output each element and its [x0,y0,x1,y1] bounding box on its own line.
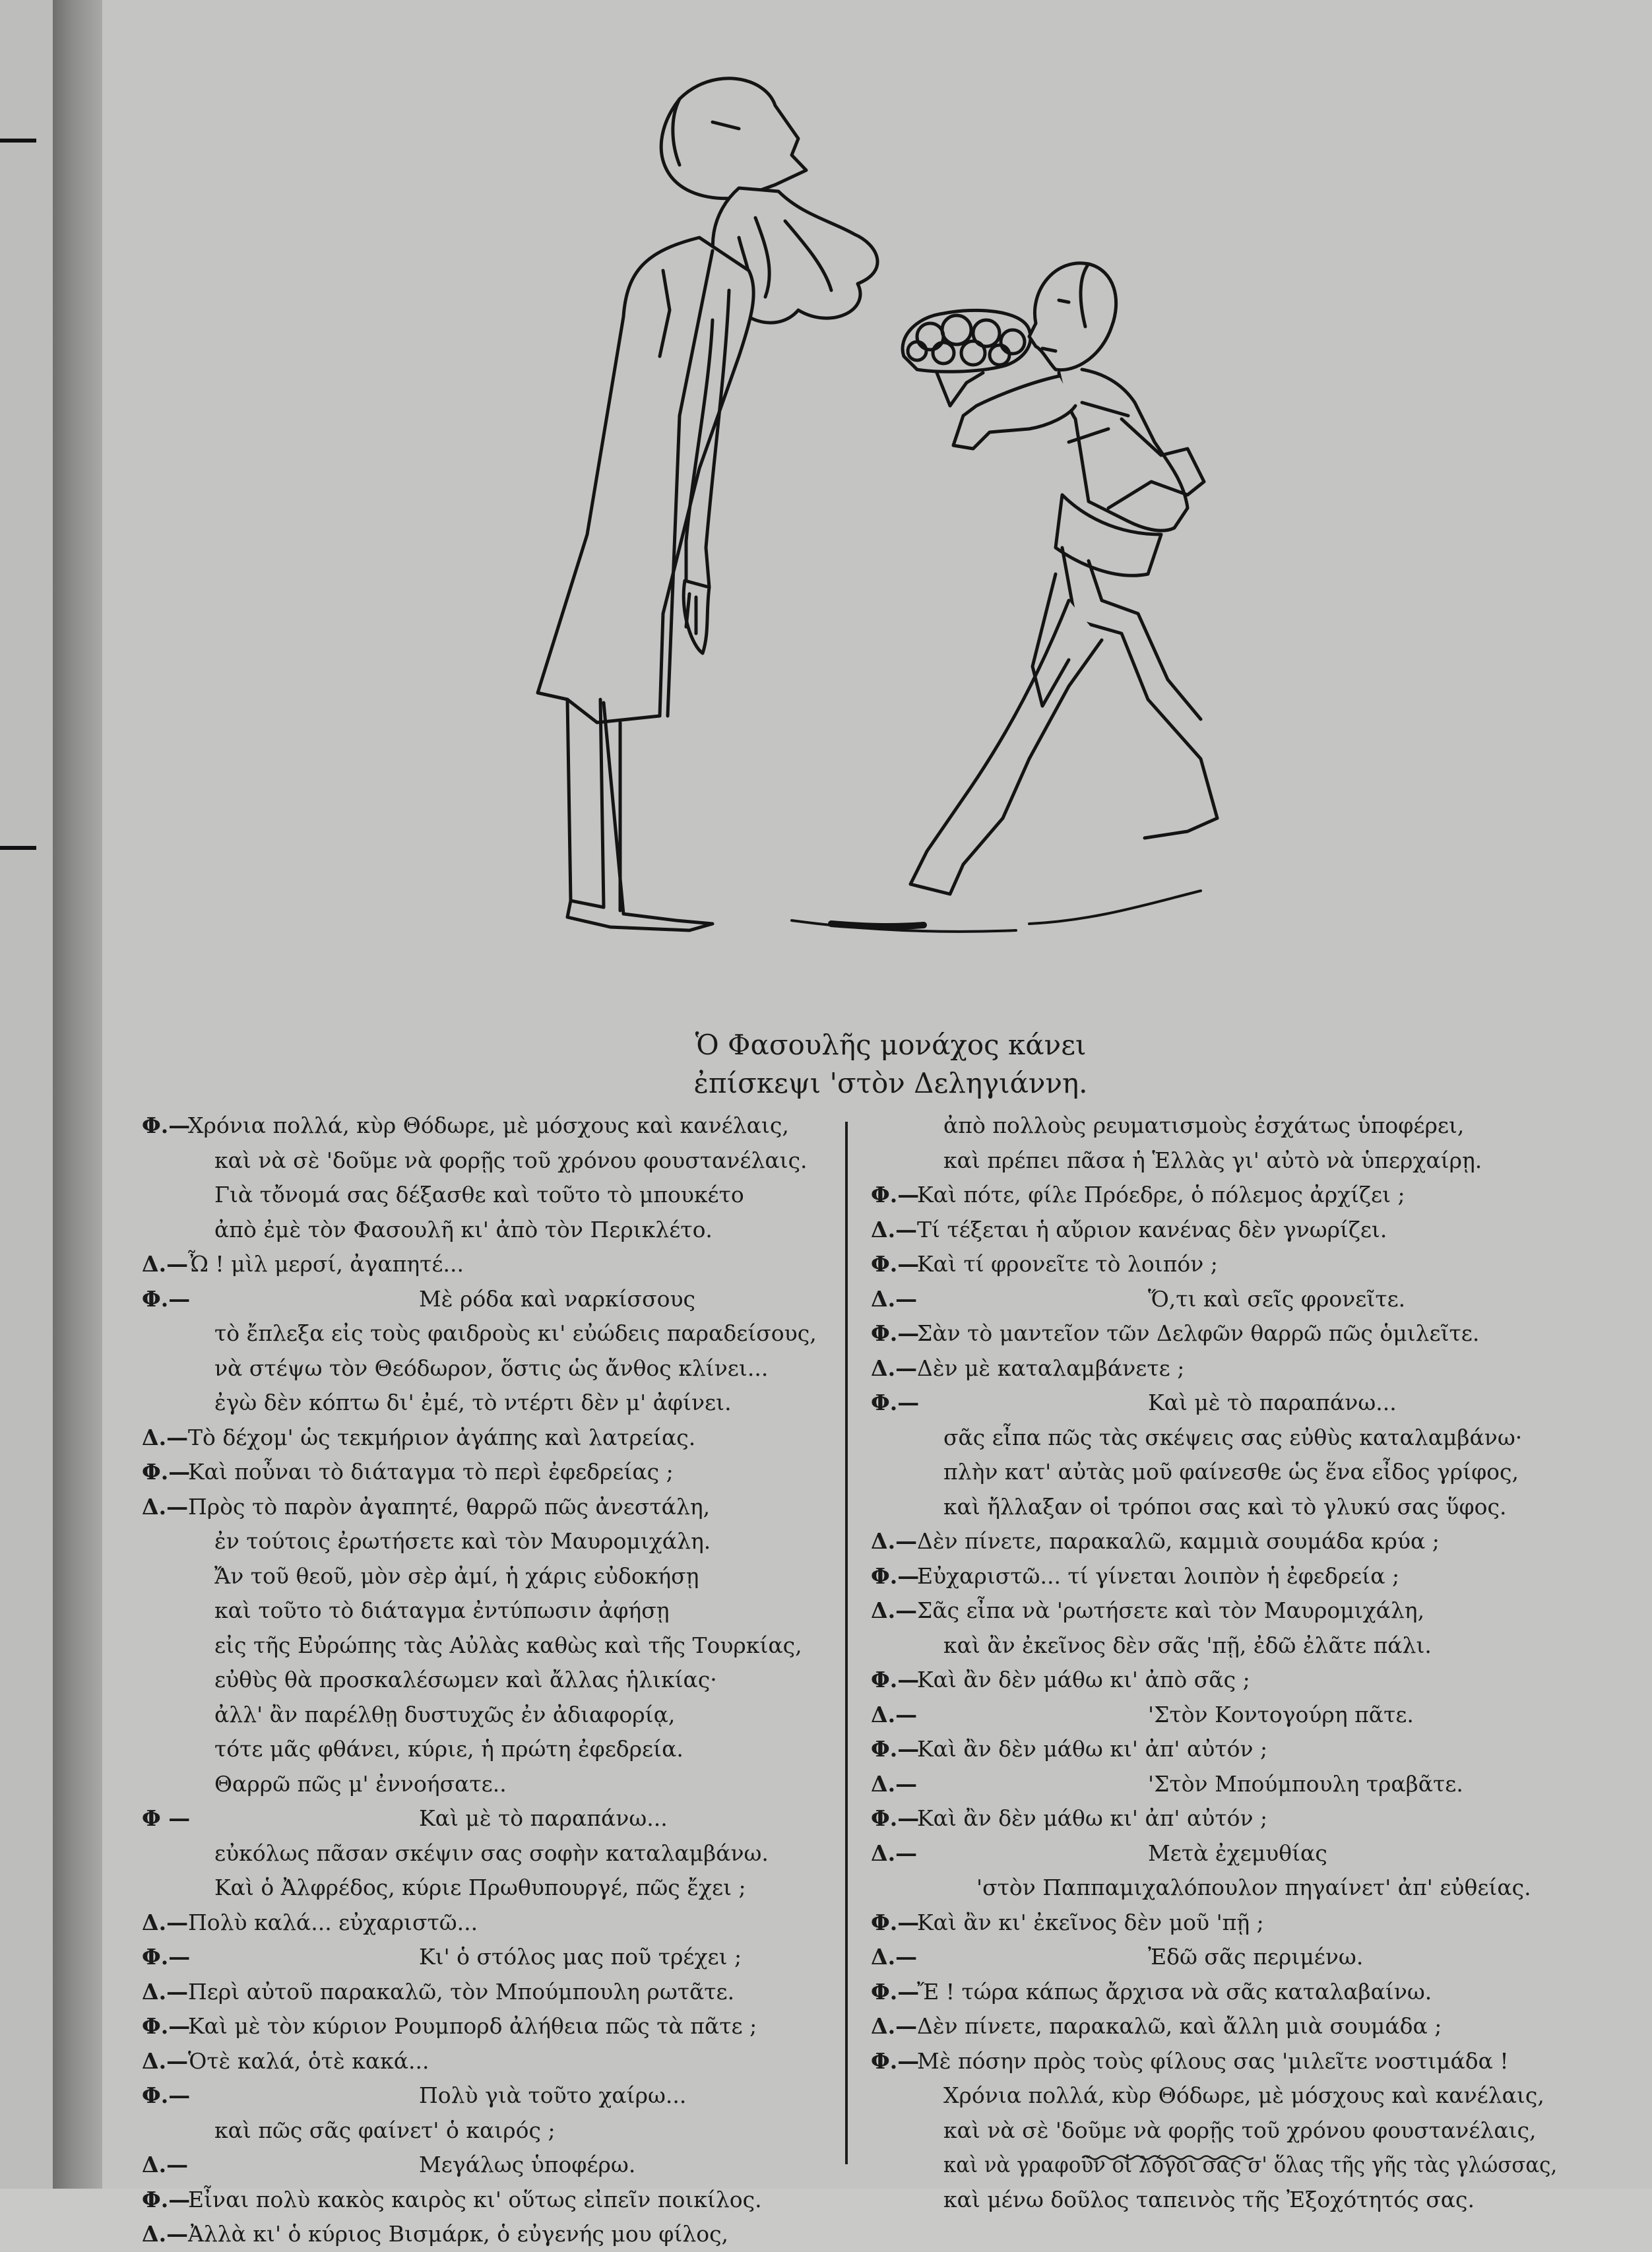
dialogue-line [871,1732,1557,1767]
verse-text: Καὶ ἂν κι' ἐκεῖνος δὲν μοῦ 'πῇ ; [917,1909,1264,1935]
dialogue-line [871,1559,1557,1594]
verse-text: Ἔ ! τώρα κάπως ἄρχισα νὰ σᾶς καταλαβαίνω. [917,1978,1432,2005]
dialogue-line [871,1836,1557,1871]
speaker-label: Φ.— [871,1251,920,1277]
verse-text: Καὶ ποὖναι τὸ διάταγμα τὸ περὶ ἐφεδρείας ; [188,1459,674,1485]
speaker-label: Δ.— [871,1597,918,1623]
dialogue-line [142,1593,828,1628]
dialogue-line [142,2217,828,2252]
dialogue-line [142,1628,828,1663]
dialogue-line [142,1940,828,1975]
dialogue-line [871,1109,1557,1143]
dialogue-line [871,1975,1557,2010]
speaker-label: Φ.— [871,1909,920,1935]
speaker-label: Φ.— [871,1320,920,1346]
fasoulis-puppet-figure [792,263,1217,932]
verse-text: εὐθὺς θὰ προσκαλέσωμεν καὶ ἄλλας ἡλικίας· [214,1667,717,1692]
dialogue-line [142,1455,828,1490]
verse-text: Δὲν πίνετε, παρακαλῶ, καμμιὰ σουμάδα κρύα ; [917,1528,1440,1554]
verse-text: Τί τέξεται ἡ αὔριον κανένας δὲν γνωρίζει. [917,1216,1387,1242]
verse-text: Ὁτὲ καλά, ὁτὲ κακά... [188,2047,429,2074]
speaker-label: Δ.— [871,1528,918,1554]
verse-text: Κι' ὁ στόλος μας ποῦ τρέχει ; [419,1944,742,1970]
speaker-label: Δ.— [142,1909,189,1935]
deligiannis-figure [538,79,877,930]
page-binding-shadow [53,0,102,2189]
dialogue-line [871,1801,1557,1836]
dialogue-line [871,1490,1557,1525]
speaker-label: Δ.— [142,1493,189,1520]
dialogue-line [142,2044,828,2079]
dialogue-line [142,1109,828,1143]
verse-text: καὶ μένω δοῦλος ταπεινὸς τῆς Ἐξοχότητός σας. [943,2186,1475,2212]
dialogue-line [142,2078,828,2113]
verse-text: πλὴν κατ' αὐτὰς μοῦ φαίνεσθε ὡς ἕνα εἶδος γρίφος, [943,1459,1519,1485]
verse-text: 'στὸν Παππαμιχαλόπουλον πηγαίνετ' ἀπ' εὐθείας. [976,1875,1531,1900]
verse-text: καὶ τοῦτο τὸ διάταγμα ἐντύπωσιν ἀφήσῃ [214,1597,670,1623]
caption-line-2: ἐπίσκεψι 'στὸν Δεληγιάννη. [693,1067,1088,1099]
dialogue-line [142,1386,828,1421]
caption-line-1: Ὁ Φασουλῆς μονάχος κάνει [695,1029,1087,1061]
dialogue-line [871,1940,1557,1975]
speaker-label: Φ.— [871,1390,920,1415]
speaker-label: Φ.— [142,1285,191,1312]
dialogue-line [142,1143,828,1178]
dialogue-line [142,2009,828,2044]
speaker-label: Φ.— [142,2186,191,2212]
dialogue-line [142,1559,828,1594]
speaker-label: Φ.— [871,1182,920,1207]
dialogue-line [871,1282,1557,1317]
dialogue-column-left [142,1109,828,2252]
dialogue-line [871,1316,1557,1351]
dialogue-line [142,1698,828,1733]
speaker-label: Φ.— [142,1112,191,1138]
verse-text: καὶ πρέπει πᾶσα ἡ Ἑλλὰς γι' αὐτὸ νὰ ὑπερχαίρῃ. [943,1147,1482,1173]
verse-text: Περὶ αὐτοῦ παρακαλῶ, τὸν Μπούμπουλη ρωτᾶτε. [188,1978,735,2005]
dialogue-line [871,1593,1557,1628]
verse-text: 'Στὸν Κοντογούρη πᾶτε. [1148,1701,1414,1727]
verse-text: Καὶ ἂν δὲν μάθω κι' ἀπ' αὐτόν ; [917,1805,1268,1831]
speaker-label: Φ.— [871,1805,920,1831]
dialogue-line [142,1178,828,1213]
speaker-label: Φ.— [142,1459,191,1485]
dialogue-line [871,1524,1557,1559]
verse-text: Χρόνια πολλά, κὺρ Θόδωρε, μὲ μόσχους καὶ κανέλαις, [188,1112,789,1138]
dialogue-line [871,1143,1557,1178]
edge-mark [0,846,36,850]
speaker-label: Φ — [142,1805,191,1831]
verse-text: καὶ ἤλλαξαν οἱ τρόποι σας καὶ τὸ γλυκύ σας ὕφος. [943,1493,1507,1520]
verse-text: Μὲ πόσην πρὸς τοὺς φίλους σας 'μιλεῖτε νοστιμάδα ! [917,2047,1509,2074]
verse-text: καὶ νὰ σὲ 'δοῦμε νὰ φορῇς τοῦ χρόνου φουστανέλαις. [214,1147,808,1173]
column-divider [845,1122,848,2164]
verse-text: Καὶ μὲ τὸ παραπάνω... [1148,1390,1397,1415]
verse-text: Χρόνια πολλά, κὺρ Θόδωρε, μὲ μόσχους καὶ κανέλαις, [943,2082,1544,2108]
verse-text: Μεγάλως ὑποφέρω. [419,2152,636,2177]
dialogue-line [142,1975,828,2010]
speaker-label: Δ.— [871,1944,918,1970]
dialogue-line [142,1490,828,1525]
dialogue-line [871,2183,1557,2218]
dialogue-line [871,1663,1557,1698]
ornamental-end-rule [1082,2154,1254,2161]
verse-text: Πολὺ καλά... εὐχαριστῶ... [188,1909,478,1935]
dialogue-line [871,1871,1557,1906]
verse-text: Καὶ ἂν δὲν μάθω κι' ἀπ' αὐτόν ; [917,1736,1268,1762]
speaker-label: Φ.— [142,2013,191,2039]
verse-text: ἀπὸ πολλοὺς ρευματισμοὺς ἐσχάτως ὑποφέρει, [943,1112,1465,1138]
verse-text: τὸ ἔπλεξα εἰς τοὺς φαιδροὺς κι' εὐώδεις παραδείσους, [214,1320,817,1346]
dialogue-line [871,1906,1557,1941]
verse-text: ἀλλ' ἂν παρέλθῃ δυστυχῶς ἐν ἀδιαφορίᾳ, [214,1701,676,1727]
verse-text: ἀπὸ ἐμὲ τὸν Φασουλῆ κι' ἀπὸ τὸν Περικλέτο. [214,1216,713,1242]
verse-text: Δὲν πίνετε, παρακαλῶ, καὶ ἄλλη μιὰ σουμάδα ; [917,2013,1442,2039]
cartoon-illustration [369,73,1346,1016]
verse-text: Ἀλλὰ κι' ὁ κύριος Βισμάρκ, ὁ εὐγενής μου φίλος, [188,2221,729,2247]
dialogue-line [871,1213,1557,1248]
speaker-label: Δ.— [871,1355,918,1381]
verse-text: ἐγὼ δὲν κόπτω δι' ἐμέ, τὸ ντέρτι δὲν μ' ἀφίνει. [214,1390,732,1415]
speaker-label: Φ.— [871,1562,920,1589]
dialogue-line [871,2148,1557,2183]
verse-text: Καὶ πότε, φίλε Πρόεδρε, ὁ πόλεμος ἀρχίζει ; [917,1182,1405,1207]
dialogue-line [142,2113,828,2148]
speaker-label: Δ.— [142,1978,189,2005]
verse-text: Δὲν μὲ καταλαμβάνετε ; [917,1355,1185,1381]
speaker-label: Δ.— [142,2047,189,2074]
speaker-label: Δ.— [871,2013,918,2039]
verse-text: Ὅ,τι καὶ σεῖς φρονεῖτε. [1148,1285,1406,1312]
speaker-label: Φ.— [871,1978,920,2005]
verse-text: εἰς τῆς Εὐρώπης τὰς Αὐλὰς καθὼς καὶ τῆς Τουρκίας, [214,1632,802,1658]
speaker-label: Φ.— [142,1944,191,1970]
dialogue-line [142,1247,828,1282]
verse-text: Ἄν τοῦ θεοῦ, μὸν σὲρ ἀμί, ἡ χάρις εὐδοκήσῃ [214,1562,699,1589]
verse-text: Θαρρῶ πῶς μ' ἐννοήσατε.. [214,1770,507,1797]
speaker-label: Δ.— [142,1424,189,1450]
speaker-label: Φ.— [871,2047,920,2074]
verse-text: Μὲ ρόδα καὶ ναρκίσσους [419,1285,696,1312]
dialogue-line [142,1663,828,1698]
verse-text: Καὶ ἂν δὲν μάθω κι' ἀπὸ σᾶς ; [917,1667,1250,1692]
verse-text: καὶ ἂν ἐκεῖνος δὲν σᾶς 'πῇ, ἐδῶ ἐλᾶτε πάλι. [943,1632,1432,1658]
verse-text: εὐκόλως πᾶσαν σκέψιν σας σοφὴν καταλαμβάνω. [214,1840,769,1866]
dialogue-line [142,1351,828,1386]
speaker-label: Φ.— [871,1667,920,1692]
verse-text: καὶ νὰ σὲ 'δοῦμε νὰ φορῇς τοῦ χρόνου φουστανέλαις, [943,2117,1537,2143]
dialogue-line [142,1906,828,1941]
dialogue-line [871,1698,1557,1733]
verse-text: Πολὺ γιὰ τοῦτο χαίρω... [419,2082,687,2108]
dialogue-line [871,1178,1557,1213]
speaker-label: Δ.— [871,1701,918,1727]
dialogue-line [871,2009,1557,2044]
dialogue-line [142,1213,828,1248]
dialogue-line [871,1386,1557,1421]
speaker-label: Δ.— [142,1251,189,1277]
verse-text: Καὶ ὁ Ἀλφρέδος, κύριε Πρωθυπουργέ, πῶς ἔχει ; [214,1875,746,1900]
verse-text: τότε μᾶς φθάνει, κύριε, ἡ πρώτη ἐφεδρεία. [214,1736,683,1762]
verse-text: Σὰν τὸ μαντεῖον τῶν Δελφῶν θαρρῶ πῶς ὁμιλεῖτε. [917,1320,1480,1346]
verse-text: Εἶναι πολὺ κακὸς καιρὸς κι' οὕτως εἰπεῖν ποικίλος. [188,2186,762,2212]
dialogue-line [871,2044,1557,2079]
verse-text: Ἐδῶ σᾶς περιμένω. [1148,1944,1364,1970]
verse-text: νὰ στέψω τὸν Θεόδωρον, ὅστις ὡς ἄνθος κλίνει... [214,1355,769,1381]
verse-text: Σᾶς εἶπα νὰ 'ρωτήσετε καὶ τὸν Μαυρομιχάλη, [917,1597,1425,1623]
dialogue-line [142,1836,828,1871]
dialogue-line [142,1524,828,1559]
speaker-label: Δ.— [871,1840,918,1866]
dialogue-line [142,1732,828,1767]
verse-text: Ὦ ! μὶλ μερσί, ἀγαπητέ... [188,1251,464,1277]
verse-text: Καὶ μὲ τὸν κύριον Ρουμπορδ ἀλήθεια πῶς τὰ πᾶτε ; [188,2013,757,2039]
speaker-label: Δ.— [871,1770,918,1797]
verse-text: Πρὸς τὸ παρὸν ἀγαπητέ, θαρρῶ πῶς ἀνεστάλη, [188,1493,711,1520]
dialogue-line [871,2113,1557,2148]
speaker-label: Δ.— [871,1285,918,1312]
dialogue-line [142,1421,828,1456]
dialogue-line [871,2078,1557,2113]
dialogue-line [142,1801,828,1836]
dialogue-line [871,1455,1557,1490]
verse-text: Γιὰ τὄνομά σας δέξασθε καὶ τοῦτο τὸ μπουκέτο [214,1182,744,1207]
dialogue-line [871,1767,1557,1802]
speaker-label: Δ.— [871,1216,918,1242]
verse-text: ἐν τούτοις ἐρωτήσετε καὶ τὸν Μαυρομιχάλη. [214,1528,711,1554]
verse-text: καὶ νὰ γραφοῦν οἱ λόγοι σας σ' ὅλας τῆς γῆς τὰς γλώσσας, [943,2152,1558,2177]
speaker-label: Φ.— [142,2082,191,2108]
dialogue-line [142,2148,828,2183]
edge-mark [0,139,36,143]
dialogue-line [142,2183,828,2218]
cartoon-caption [594,1026,1188,1103]
verse-text: 'Στὸν Μπούμπουλη τραβᾶτε. [1148,1770,1463,1797]
dialogue-line [871,1421,1557,1456]
verse-text: Μετὰ ἐχεμυθίας [1148,1840,1327,1866]
verse-text: Τὸ δέχομ' ὡς τεκμήριον ἀγάπης καὶ λατρείας. [188,1424,696,1450]
verse-text: Καὶ τί φρονεῖτε τὸ λοιπόν ; [917,1251,1218,1277]
dialogue-line [871,1351,1557,1386]
dialogue-line [142,1316,828,1351]
dialogue-line [142,1282,828,1317]
dialogue-line [142,1871,828,1906]
speaker-label: Δ.— [142,2221,189,2247]
dialogue-column-right [871,1109,1557,2217]
verse-text: Εὐχαριστῶ... τί γίνεται λοιπὸν ἡ ἐφεδρεία ; [917,1562,1400,1589]
speaker-label: Φ.— [871,1736,920,1762]
verse-text: σᾶς εἶπα πῶς τὰς σκέψεις σας εὐθὺς καταλαμβάνω· [943,1424,1523,1450]
dialogue-line [142,1767,828,1802]
dialogue-line [871,1247,1557,1282]
speaker-label: Δ.— [142,2152,189,2177]
scanner-margin [0,0,53,2189]
verse-text: καὶ πῶς σᾶς φαίνετ' ὁ καιρός ; [214,2117,556,2143]
dialogue-line [871,1628,1557,1663]
verse-text: Καὶ μὲ τὸ παραπάνω... [419,1805,668,1831]
